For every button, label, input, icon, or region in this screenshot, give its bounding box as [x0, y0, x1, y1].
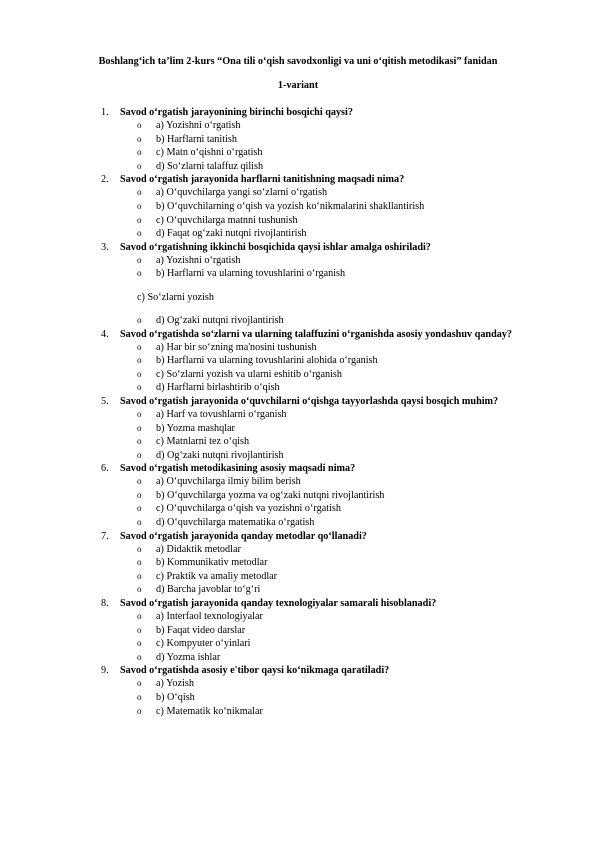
question-number: 8. — [101, 598, 109, 610]
question-text: Savod o‘rgatish jarayonining birinchi bosqichi qaysi? — [120, 107, 353, 118]
answer-option: o a) Didaktik metodlar — [137, 543, 241, 555]
circle-bullet-icon: o — [137, 422, 142, 433]
variant-label: 1-variant — [277, 80, 319, 91]
answer-option: o b) Harflarni tanitish — [137, 133, 237, 145]
answer-option: o c) Matnlarni tez o‘qish — [137, 436, 250, 448]
question-number: 9. — [101, 665, 109, 677]
answer-option: o c) Matematik ko‘nikmalar — [137, 705, 263, 717]
question-number: 5. — [101, 395, 109, 407]
question-item — [0, 597, 596, 664]
question-item — [0, 664, 596, 718]
circle-bullet-icon: o — [137, 611, 142, 622]
question-number: 2. — [101, 174, 109, 186]
circle-bullet-icon: o — [137, 147, 142, 158]
question-number: 1. — [101, 107, 109, 118]
question-number: 6. — [101, 463, 109, 475]
answer-option: o b) Yozma mashqlar — [137, 422, 235, 434]
answer-option: o c) O‘quvchilarga matnni tushunish — [137, 214, 298, 226]
answer-option: o d) Yozma ishlar — [137, 651, 221, 663]
circle-bullet-icon: o — [137, 120, 142, 130]
circle-bullet-icon: o — [137, 476, 142, 487]
answer-option: o d) Faqat og‘zaki nutqni rivojlantirish — [137, 228, 307, 240]
circle-bullet-icon: o — [137, 584, 142, 595]
question-item — [0, 106, 596, 173]
question-item — [0, 328, 596, 395]
circle-bullet-icon: o — [137, 557, 142, 568]
question-number: 3. — [101, 241, 109, 253]
circle-bullet-icon: o — [137, 314, 142, 325]
question-text: Savod o‘rgatishda asosiy e'tibor qaysi ko‘nikmaga qaratiladi? — [120, 665, 390, 677]
circle-bullet-icon: o — [137, 408, 142, 419]
document-title: Boshlang‘ich ta’lim 2-kurs “Ona tili o‘qish savodxonligi va uni o‘qitish metodikasi” fanidan — [98, 56, 498, 67]
circle-bullet-icon: o — [137, 341, 142, 352]
question-text: Savod o‘rgatish metodikasining asosiy maqsadi nima? — [120, 463, 356, 475]
answer-option: o d) Og‘zaki nutqni rivojlantirish — [137, 314, 284, 326]
answer-option: o c) Matn o‘qishni o‘rgatish — [137, 147, 263, 159]
question-item — [0, 241, 596, 328]
answer-option: o a) Yozish — [137, 678, 194, 690]
circle-bullet-icon: o — [137, 228, 142, 239]
circle-bullet-icon: o — [137, 489, 142, 500]
circle-bullet-icon: o — [137, 133, 142, 144]
circle-bullet-icon: o — [137, 382, 142, 393]
answer-option: o d) So‘zlarni talaffuz qilish — [137, 160, 264, 172]
circle-bullet-icon: o — [137, 678, 142, 689]
circle-bullet-icon: o — [137, 254, 142, 265]
circle-bullet-icon: o — [137, 268, 142, 279]
answer-option: o b) Harflarni va ularning tovushlarini o‘rganish — [137, 268, 346, 280]
question-text: Savod o‘rgatish jarayonida qanday texnologiyalar samarali hisoblanadi? — [120, 598, 437, 610]
circle-bullet-icon: o — [137, 436, 142, 447]
answer-option: o b) O‘quvchilarning o‘qish va yozish ko‘nikmalarini shakllantirish — [137, 200, 425, 212]
answer-option: o d) Og‘zaki nutqni rivojlantirish — [137, 449, 284, 461]
answer-option: o b) Kommunikativ metodlar — [137, 557, 268, 569]
answer-option: o d) Barcha javoblar to‘g‘ri — [137, 584, 261, 596]
circle-bullet-icon: o — [137, 638, 142, 649]
circle-bullet-icon: o — [137, 705, 142, 716]
circle-bullet-icon: o — [137, 517, 142, 528]
circle-bullet-icon: o — [137, 570, 142, 581]
answer-option: o b) Harflarni va ularning tovushlarini alohida o‘rganish — [137, 355, 378, 367]
question-item — [0, 530, 596, 597]
question-list — [0, 106, 596, 718]
answer-option: o c) Praktik va amaliy metodlar — [137, 570, 278, 582]
answer-option: o b) O‘qish — [137, 692, 195, 703]
answer-option: o a) Yozishni o‘rgatish — [137, 254, 241, 266]
question-text: Savod o‘rgatishning ikkinchi bosqichida qaysi ishlar amalga oshiriladi? — [120, 241, 431, 253]
question-number: 4. — [101, 328, 109, 340]
circle-bullet-icon: o — [137, 503, 142, 514]
circle-bullet-icon: o — [137, 692, 142, 702]
answer-option: o a) Har bir so‘zning ma'nosini tushunish — [137, 341, 317, 353]
question-item — [0, 173, 596, 240]
answer-option: o d) O‘quvchilarga matematika o‘rgatish — [137, 517, 315, 529]
answer-option: o b) Faqat video darslar — [137, 624, 246, 636]
question-number: 7. — [101, 530, 109, 542]
answer-option: o a) Harf va tovushlarni o‘rganish — [137, 408, 287, 420]
answer-option: o c) O‘quvchilarga o‘qish va yozishni o‘rgatish — [137, 503, 341, 515]
answer-option: o a) O‘quvchilarga ilmiy bilim berish — [137, 476, 301, 488]
answer-option: o a) Interfaol texnologiyalar — [137, 611, 263, 623]
answer-option: o a) O‘quvchilarga yangi so‘zlarni o‘rgatish — [137, 187, 328, 199]
circle-bullet-icon: o — [137, 160, 142, 171]
question-text: Savod o‘rgatishda so‘zlarni va ularning talaffuzini o‘rganishda asosiy yondashuv qanday? — [120, 328, 513, 340]
circle-bullet-icon: o — [137, 355, 142, 366]
answer-option: o c) Kompyuter o‘yinlari — [137, 638, 251, 650]
question-text: Savod o‘rgatish jarayonida qanday metodlar qo‘llanadi? — [120, 530, 367, 542]
question-text: Savod o‘rgatish jarayonida harflarni tanitishning maqsadi nima? — [120, 174, 405, 186]
answer-option: o b) O‘quvchilarga yozma va og‘zaki nutqni rivojlantirish — [137, 489, 385, 501]
question-item — [0, 395, 596, 462]
circle-bullet-icon: o — [137, 214, 142, 225]
circle-bullet-icon: o — [137, 624, 142, 635]
answer-option: o c) So‘zlarni yozish va ularni eshitib o‘rganish — [137, 368, 342, 380]
circle-bullet-icon: o — [137, 449, 142, 460]
circle-bullet-icon: o — [137, 187, 142, 198]
question-item — [0, 462, 596, 529]
circle-bullet-icon: o — [137, 543, 142, 554]
circle-bullet-icon: o — [137, 368, 142, 379]
answer-option: o a) Yozishni o‘rgatish — [137, 120, 241, 131]
answer-option-plain: c) So‘zlarni yozish — [137, 291, 214, 303]
answer-option: o d) Harflarni birlashtirib o‘qish — [137, 382, 280, 394]
circle-bullet-icon: o — [137, 651, 142, 662]
circle-bullet-icon: o — [137, 200, 142, 211]
question-text: Savod o‘rgatish jarayonida o‘quvchilarni o‘qishga tayyorlashda qaysi bosqich muhim? — [120, 395, 499, 407]
